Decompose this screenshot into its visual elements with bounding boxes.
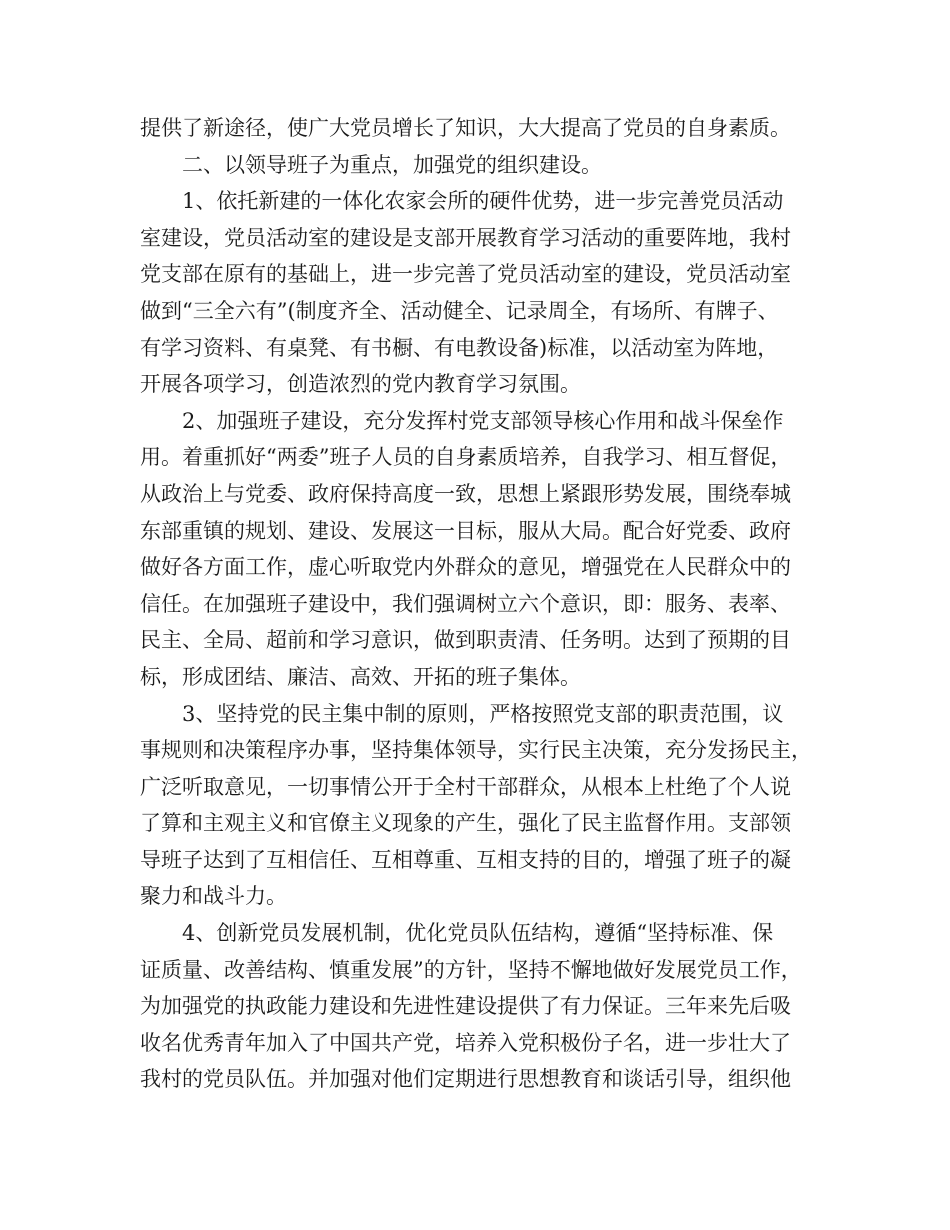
text-line: 导班子达到了互相信任、互相尊重、互相支持的目的，增强了班子的凝 [140,847,791,872]
text-line: 从政治上与党委、政府保持高度一致，思想上紧跟形势发展，围绕奉城 [140,481,791,506]
text-line: 3、坚持党的民主集中制的原则，严格按照党支部的职责范围，议 [182,701,784,726]
text-line: 室建设，党员活动室的建设是支部开展教育学习活动的重要阵地，我村 [140,225,791,250]
text-line: 开展各项学习，创造浓烈的党内教育学习氛围。 [140,372,581,397]
text-line: 二、以领导班子为重点，加强党的组织建设。 [182,152,602,177]
text-line: 我村的党员队伍。并加强对他们定期进行思想教育和谈话引导，组织他 [140,1067,791,1092]
text-line: 了算和主观主义和官僚主义现象的产生，强化了民主监督作用。支部领 [140,811,791,836]
text-line: 证质量、改善结构、慎重发展”的方针，坚持不懈地做好发展党员工作， [140,957,802,982]
text-line: 广泛听取意见，一切事情公开于全村干部群众，从根本上杜绝了个人说 [140,774,791,799]
text-line: 民主、全局、超前和学习意识，做到职责清、任务明。达到了预期的目 [140,628,791,653]
text-line: 2、加强班子建设，充分发挥村党支部领导核心作用和战斗保垒作 [182,408,784,433]
text-line: 用。着重抓好“两委”班子人员的自身素质培养，自我学习、相互督促， [140,445,792,470]
document-body [140,110,820,1098]
text-line: 做好各方面工作，虚心听取党内外群众的意见，增强党在人民群众中的 [140,555,791,580]
text-line: 标，形成团结、廉洁、高效、开拓的班子集体。 [140,664,581,689]
text-line: 信任。在加强班子建设中，我们强调树立六个意识，即：服务、表率、 [140,591,791,616]
text-line: 有学习资料、有桌凳、有书橱、有电教设备)标准，以活动室为阵地， [140,335,779,360]
text-line: 提供了新途径，使广大党员增长了知识，大大提高了党员的自身素质。 [140,116,791,140]
text-line: 为加强党的执政能力建设和先进性建设提供了有力保证。三年来先后吸 [140,994,791,1019]
text-line: 4、创新党员发展机制，优化党员队伍结构，遵循“坚持标准、保 [182,921,774,946]
text-line: 1、依托新建的一体化农家会所的硬件优势，进一步完善党员活动 [182,189,784,214]
text-line: 事规则和决策程序办事，坚持集体领导，实行民主决策，充分发扬民主， [140,738,812,763]
text-line: 聚力和战斗力。 [140,884,287,909]
text-line: 党支部在原有的基础上，进一步完善了党员活动室的建设，党员活动室 [140,262,791,287]
text-line: 做到“三全六有”(制度齐全、活动健全、记录周全，有场所、有牌子、 [140,298,779,323]
text-line: 东部重镇的规划、建设、发展这一目标，服从大局。配合好党委、政府 [140,518,791,543]
text-line: 收名优秀青年加入了中国共产党，培养入党积极份子名，进一步壮大了 [140,1030,791,1055]
